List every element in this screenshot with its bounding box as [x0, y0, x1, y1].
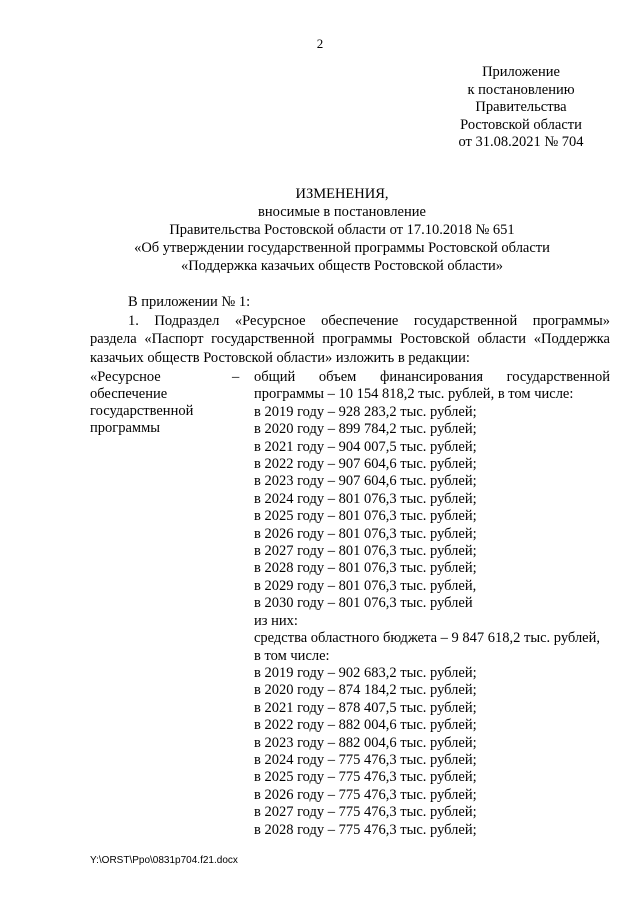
resource-line: программы – 10 154 818,2 тыс. рублей, в том числе: — [254, 386, 574, 403]
resource-label-line: «Ресурсное — [90, 369, 161, 385]
resource-line: в 2024 году – 801 076,3 тыс. рублей; — [254, 490, 477, 507]
appendix-block — [440, 64, 602, 152]
appendix-line: Правительства — [475, 99, 567, 115]
resource-line: в 2021 году – 904 007,5 тыс. рублей; — [254, 438, 477, 455]
resource-line: в 2023 году – 907 604,6 тыс. рублей; — [254, 473, 477, 490]
appendix-line: от 31.08.2021 № 704 — [458, 134, 584, 150]
intro-line: 1. Подраздел «Ресурсное обеспечение государственной программы» — [128, 312, 610, 329]
resource-line: в 2029 году – 801 076,3 тыс. рублей, — [254, 577, 477, 594]
heading-line: «Об утверждении государственной программы Ростовской области — [134, 240, 550, 256]
resource-line: в 2030 году – 801 076,3 тыс. рублей — [254, 595, 473, 612]
resource-line: в 2025 году – 775 476,3 тыс. рублей; — [254, 769, 477, 786]
resource-line: в 2027 году – 801 076,3 тыс. рублей; — [254, 543, 477, 560]
page-number: 2 — [316, 36, 324, 51]
resource-line: в 2025 году – 801 076,3 тыс. рублей; — [254, 508, 477, 525]
resource-label-line: программы — [90, 420, 160, 436]
resource-line: в 2028 году – 775 476,3 тыс. рублей; — [254, 821, 477, 838]
resource-line: в 2028 году – 801 076,3 тыс. рублей; — [254, 560, 477, 577]
resource-dash: – — [232, 369, 240, 385]
appendix-line: Приложение — [482, 64, 560, 80]
resource-line: в 2026 году – 775 476,3 тыс. рублей; — [254, 786, 477, 803]
resource-line: в 2021 году – 878 407,5 тыс. рублей; — [254, 699, 477, 716]
resource-lines — [254, 369, 610, 839]
resource-line: в 2026 году – 801 076,3 тыс. рублей; — [254, 525, 477, 542]
resource-line: в 2022 году – 882 004,6 тыс. рублей; — [254, 717, 477, 734]
resource-label — [90, 369, 220, 437]
resource-line: в 2024 году – 775 476,3 тыс. рублей; — [254, 751, 477, 768]
resource-line: средства областного бюджета – 9 847 618,2 тыс. рублей, — [254, 630, 600, 647]
resource-label-line: государственной — [90, 403, 194, 419]
heading-line: «Поддержка казачьих обществ Ростовской области» — [180, 258, 504, 274]
intro-line: В приложении № 1: — [128, 294, 251, 310]
file-path-footer: Y:\ORST\Ppo\0831p704.f21.docx — [90, 855, 238, 866]
resource-line: в 2027 году – 775 476,3 тыс. рублей; — [254, 804, 477, 821]
appendix-line: Ростовской области — [460, 116, 582, 133]
heading-title: ИЗМЕНЕНИЯ, — [295, 186, 389, 202]
resource-line: в 2022 году – 907 604,6 тыс. рублей; — [254, 456, 477, 473]
heading-line: Правительства Ростовской области от 17.10.2018 № 651 — [169, 222, 515, 238]
resource-line: в 2020 году – 874 184,2 тыс. рублей; — [254, 682, 477, 699]
intro-line: раздела «Паспорт государственной программы Ростовской области «Поддержка — [90, 331, 610, 347]
intro-line: казачьих обществ Ростовской области» изложить в редакции: — [90, 349, 470, 366]
resource-line: в 2023 году – 882 004,6 тыс. рублей; — [254, 734, 477, 751]
resource-line: в 2019 году – 928 283,2 тыс. рублей; — [254, 403, 477, 420]
intro-text — [90, 293, 610, 367]
resource-line: из них: — [254, 612, 298, 629]
resource-line: в том числе: — [254, 647, 330, 664]
resource-line: общий объем финансирования государственной — [254, 369, 610, 385]
heading-line: вносимые в постановление — [258, 204, 426, 220]
resource-label-line: обеспечение — [90, 386, 168, 402]
document-heading — [82, 185, 602, 275]
appendix-line: к постановлению — [467, 81, 575, 98]
resource-line: в 2020 году – 899 784,2 тыс. рублей; — [254, 421, 477, 438]
resource-line: в 2019 году – 902 683,2 тыс. рублей; — [254, 664, 477, 681]
